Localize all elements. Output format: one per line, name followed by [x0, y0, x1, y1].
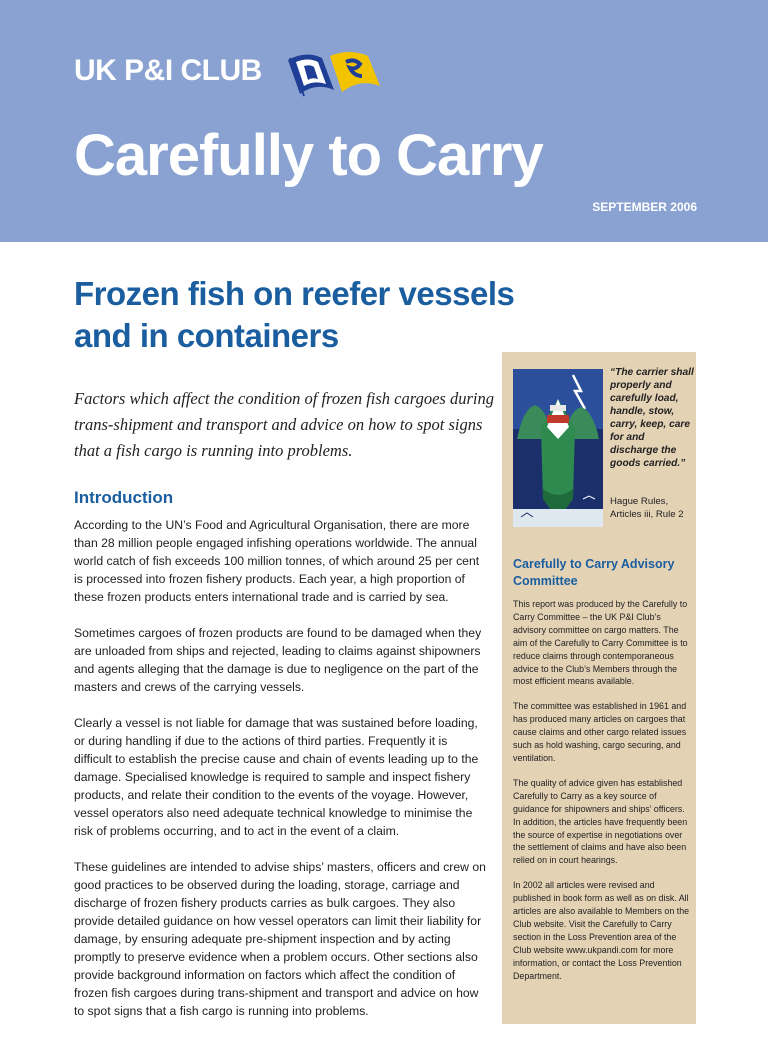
article-title	[74, 273, 634, 357]
standfirst: Factors which affect the condition of frozen fish cargoes during trans-shipment and transport and advice on how to spot signs that a fish cargo is running into problems.	[74, 389, 494, 460]
committee-heading: Carefully to Carry Advisory Committee	[513, 557, 675, 588]
sidebar-paragraph: The committee was established in 1961 and has produced many articles on cargoes that cause claims and other cargo related issues such as hold washing, cargo securing, and ventilation.	[513, 701, 687, 763]
body-paragraph: Clearly a vessel is not liable for damage that was sustained before loading, or during handling if due to the actions of third parties. Frequently it is difficult to establish the precise cause and chain of events leading up to the damage. Specialised knowledge is required to sample and inspect fishery products, and relate their condition to the events of the voyage. However, vessel operators also need adequate technical knowledge to minimise the risk of problems occurring, and to act in the event of a claim.	[74, 716, 479, 838]
publication-title: Carefully to Carry	[74, 123, 543, 188]
masthead	[0, 0, 768, 242]
article-body	[74, 516, 486, 1038]
sidebar-paragraph: This report was produced by the Carefully to Carry Committee – the UK P&I Club’s advisory committee on cargo matters. The aim of the Carefully to Carry Committee is to reduce claims through contemporaneous advice to the Club’s Members through the most efficient means available.	[513, 599, 688, 687]
body-paragraph: Sometimes cargoes of frozen products are found to be damaged when they are unloaded from ships and rejected, leading to claims against shipowners and agents alleging that the damage is due to negligence on the part of the masters and crews of the carrying vessels.	[74, 626, 482, 694]
hague-rules-quote: “The carrier shall properly and carefully load, handle, stow, carry, keep, care for and discharge the goods carried.”	[610, 367, 694, 469]
article-title-line-2: and in containers	[74, 317, 339, 354]
introduction-heading: Introduction	[74, 488, 174, 507]
sidebar-panel	[502, 352, 696, 1024]
club-name: UK P&I CLUB	[74, 54, 262, 87]
ship-poster-illustration	[513, 369, 603, 527]
club-flags-logo-icon	[284, 46, 384, 98]
sidebar-paragraph: The quality of advice given has established Carefully to Carry as a key source of guidance for shipowners and ships’ officers. In addition, the articles have frequently been the source of expertise in negotiations over the settlement of claims and have also been relied on in court hearings.	[513, 777, 688, 866]
body-paragraph: According to the UN’s Food and Agricultural Organisation, there are more than 28 million people engaged infishing operations worldwide. The annual world catch of fish exceeds 100 million tonnes, of which around 25 per cent is processed into frozen fishery products. Each year, a high proportion of these frozen products enters international trade and is carried by sea.	[74, 518, 480, 604]
sidebar-paragraph: In 2002 all articles were revised and published in book form as well as on disk. All articles are also available to Members on the Club website. Visit the Carefully to Carry section in the Loss Prevention area of the Club website www.ukpandi.com for more information, or contact the Loss Prevention Department.	[513, 880, 690, 981]
body-paragraph: These guidelines are intended to advise ships’ masters, officers and crew on good practices to be observed during the loading, storage, carriage and discharge of frozen fishery products carries as bulk cargoes. They also provide detailed guidance on how vessel operators can limit their liability for damage, by ensuring adequate pre-shipment inspection and by acting promptly to preserve evidence when a problem occurs. Other sections also provide background information on factors which affect the condition of frozen fish cargoes during trans-shipment and transport and advice on how to spot signs that a fish cargo is running into problems.	[74, 860, 486, 1018]
article-title-line-1: Frozen fish on reefer vessels	[74, 275, 515, 312]
committee-text	[513, 598, 691, 994]
quote-source: Hague Rules, Articles iii, Rule 2	[610, 496, 684, 520]
issue-date: SEPTEMBER 2006	[592, 200, 697, 214]
